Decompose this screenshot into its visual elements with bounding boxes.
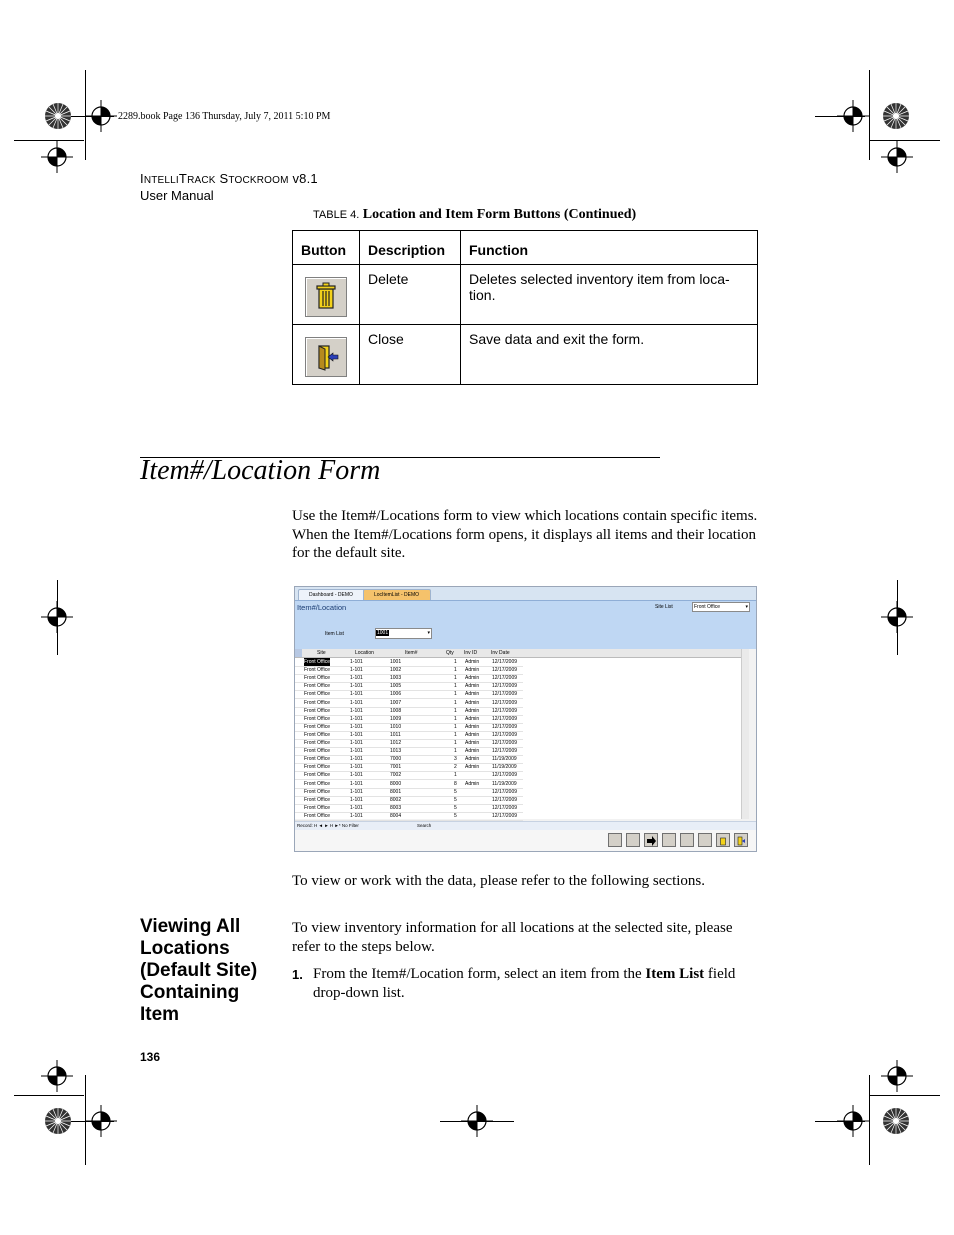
subsection-title bbox=[140, 916, 280, 1026]
grid-cell-qty: 1 bbox=[454, 740, 457, 746]
exit-door-icon bbox=[305, 337, 347, 377]
grid-cell-item: 1012 bbox=[390, 740, 402, 746]
grid-cell-location: 1-101 bbox=[350, 772, 363, 779]
grid-cell-item: 1013 bbox=[390, 748, 402, 755]
grid-cell-qty: 3 bbox=[454, 756, 457, 763]
grid-cell-item: 8004 bbox=[390, 812, 402, 819]
grid-cell-qty: 1 bbox=[454, 748, 457, 755]
grid-cell-qty: 1 bbox=[454, 659, 457, 665]
tab-dashboard[interactable]: Dashboard - DEMO bbox=[298, 589, 372, 600]
grid-cell-inv-date: 12/17/2009 bbox=[492, 772, 518, 779]
grid-cell-inv-id: Admin bbox=[465, 675, 480, 682]
grid-cell-site: Front Office bbox=[304, 772, 331, 779]
running-header-product: INTELLITRACK STOCKROOM v8.1 bbox=[140, 171, 318, 186]
grid-cell-inv-date: 12/17/2009 bbox=[492, 667, 518, 674]
grid-cell-qty: 1 bbox=[454, 723, 457, 730]
grid-cell-site: Front Office bbox=[304, 707, 331, 714]
tab-strip bbox=[295, 587, 756, 601]
grid-cell-inv-id: Admin bbox=[465, 748, 480, 755]
grid-cell-item: 7002 bbox=[390, 772, 402, 779]
grid-cell-location: 1-101 bbox=[350, 764, 363, 771]
grid-cell-inv-id: Admin bbox=[465, 691, 480, 698]
grid-cell-qty: 1 bbox=[454, 699, 457, 706]
grid-cell-inv-date: 12/17/2009 bbox=[492, 796, 518, 803]
grid-cell-location: 1-101 bbox=[350, 707, 363, 714]
grid-col-item[interactable]: Item# bbox=[405, 650, 418, 656]
grid-cell-location: 1-101 bbox=[350, 675, 363, 682]
grid-cell-inv-date: 12/17/2009 bbox=[492, 691, 518, 698]
grid-cell-inv-id: Admin bbox=[465, 731, 480, 738]
grid-cell-qty: 1 bbox=[454, 707, 457, 714]
grid-cell-inv-date: 12/17/2009 bbox=[492, 683, 518, 690]
exit-door-icon[interactable] bbox=[734, 833, 748, 847]
table-cell-button bbox=[293, 265, 360, 325]
grid-cell-item: 7001 bbox=[390, 764, 402, 771]
column-header-description: Description bbox=[360, 231, 461, 265]
grid-cell-site: Front Office bbox=[304, 691, 331, 698]
grid-cell-item: 1009 bbox=[390, 715, 402, 722]
grid-cell-qty: 5 bbox=[454, 812, 457, 819]
chevron-down-icon: ▾ bbox=[745, 604, 748, 610]
record-nav-controls[interactable]: Record: H ◄ ► H ►* No Filter bbox=[297, 823, 359, 828]
grid-cell-item: 1001 bbox=[390, 659, 402, 665]
grid-cell-location: 1-101 bbox=[350, 659, 363, 665]
grid-cell-qty: 5 bbox=[454, 788, 457, 795]
grid-cell-site: Front Office bbox=[304, 667, 331, 674]
grid-cell-location: 1-101 bbox=[350, 748, 363, 755]
grid-cell-inv-id: Admin bbox=[465, 667, 480, 674]
table-caption-title: Location and Item Form Buttons (Continued) bbox=[362, 207, 637, 222]
grid-cell-location: 1-101 bbox=[350, 723, 363, 730]
grid-cell-item: 1005 bbox=[390, 683, 402, 690]
search-box[interactable]: Search bbox=[417, 823, 432, 828]
form-toolbar bbox=[295, 830, 756, 851]
item-list-value: 1001 bbox=[377, 630, 389, 636]
grid-cell-item: 1006 bbox=[390, 691, 402, 698]
toolbar-button-2[interactable] bbox=[626, 833, 640, 847]
grid-cell-inv-date: 12/17/2009 bbox=[492, 804, 518, 811]
grid-cell-item: 8000 bbox=[390, 780, 402, 787]
column-header-button: Button bbox=[293, 231, 360, 265]
select-all-corner[interactable] bbox=[295, 649, 302, 657]
grid-col-inv-date[interactable]: Inv Date bbox=[491, 650, 510, 656]
grid-col-location[interactable]: Location bbox=[355, 650, 374, 656]
grid-cell-location: 1-101 bbox=[350, 796, 363, 803]
grid-cell-inv-id: Admin bbox=[465, 764, 480, 771]
grid-cell-qty: 1 bbox=[454, 683, 457, 690]
grid-cell-location: 1-101 bbox=[350, 780, 363, 787]
table-header-row bbox=[293, 231, 758, 265]
table-cell-function: Deletes selected inventory item from loca-tion. bbox=[461, 265, 758, 325]
subsection-intro: To view inventory information for all locations at the selected site, please refer to the steps below. bbox=[292, 920, 733, 955]
grid-cell-location: 1-101 bbox=[350, 699, 363, 706]
grid-cell-inv-id: Admin bbox=[465, 699, 480, 706]
grid-cell-inv-id: Admin bbox=[465, 740, 480, 746]
grid-cell-inv-date: 11/19/2009 bbox=[492, 764, 517, 771]
grid-cell-item: 7000 bbox=[390, 756, 402, 763]
form-screenshot bbox=[294, 586, 757, 852]
table-cell-description: Close bbox=[360, 325, 461, 385]
grid-cell-site: Front Office bbox=[304, 731, 331, 738]
grid-cell-item: 1011 bbox=[390, 731, 401, 738]
grid-cell-site: Front Office bbox=[304, 723, 331, 730]
table-cell-button bbox=[293, 325, 360, 385]
print-slug: 2289.book Page 136 Thursday, July 7, 2011 5:10 PM bbox=[118, 111, 331, 122]
section-intro: Use the Item#/Locations form to view which locations contain specific items. When the Item#/Locations form opens, it displays all items and their location for the default site. bbox=[292, 508, 758, 561]
grid-cell-inv-id: Admin bbox=[465, 756, 480, 763]
grid-cell-site: Front Office bbox=[304, 675, 331, 682]
grid-col-qty[interactable]: Qty bbox=[446, 650, 454, 656]
buttons-table bbox=[292, 230, 758, 385]
grid-cell-item: 8003 bbox=[390, 804, 402, 811]
grid-cell-site: Front Office bbox=[304, 659, 331, 665]
grid-cell-inv-date: 12/17/2009 bbox=[492, 812, 518, 819]
grid-cell-inv-date: 12/17/2009 bbox=[492, 788, 518, 795]
grid-cell-qty: 1 bbox=[454, 691, 457, 698]
toolbar-button-5[interactable] bbox=[680, 833, 694, 847]
grid-cell-inv-date: 12/17/2009 bbox=[492, 715, 518, 722]
grid-cell-qty: 2 bbox=[454, 764, 457, 771]
table-cell-description: Delete bbox=[360, 265, 461, 325]
step-text bbox=[313, 965, 758, 1002]
grid-cell-inv-id: Admin bbox=[465, 723, 480, 730]
step-1 bbox=[292, 965, 758, 1002]
grid-cell-qty: 5 bbox=[454, 796, 457, 803]
form-header bbox=[295, 601, 756, 649]
grid-cell-inv-id: Admin bbox=[465, 683, 480, 690]
grid-cell-inv-id: Admin bbox=[465, 780, 480, 787]
toolbar-button-6[interactable] bbox=[698, 833, 712, 847]
grid-cell-qty: 1 bbox=[454, 772, 457, 779]
grid-cell-item: 1008 bbox=[390, 707, 402, 714]
record-navigator bbox=[295, 821, 756, 830]
grid-cell-location: 1-101 bbox=[350, 715, 363, 722]
trash-can-icon[interactable] bbox=[716, 833, 730, 847]
grid-cell-location: 1-101 bbox=[350, 804, 363, 811]
grid-cell-inv-id: Admin bbox=[465, 707, 480, 714]
grid-cell-location: 1-101 bbox=[350, 683, 363, 690]
column-header-function: Function bbox=[461, 231, 758, 265]
grid-cell-site: Front Office bbox=[304, 764, 331, 771]
table-cell-function: Save data and exit the form. bbox=[461, 325, 758, 385]
step-bold-term: Item List bbox=[645, 966, 705, 982]
subsection-title-line: Viewing All bbox=[140, 916, 241, 937]
site-list-select[interactable] bbox=[692, 602, 750, 612]
form-title: Item#/Location bbox=[297, 603, 347, 612]
grid-cell-inv-date: 12/17/2009 bbox=[492, 740, 518, 746]
grid-cell-location: 1-101 bbox=[350, 691, 363, 698]
table-caption bbox=[313, 207, 636, 223]
grid-cell-qty: 1 bbox=[454, 675, 457, 682]
site-list-value: Front Office bbox=[694, 604, 721, 610]
grid-cell-inv-date: 12/17/2009 bbox=[492, 659, 518, 665]
grid-cell-inv-date: 12/17/2009 bbox=[492, 748, 518, 755]
grid-cell-inv-date: 12/17/2009 bbox=[492, 723, 518, 730]
grid-cell-inv-id: Admin bbox=[465, 659, 480, 665]
grid-cell-location: 1-101 bbox=[350, 667, 363, 674]
grid-cell-qty: 1 bbox=[454, 667, 457, 674]
grid-cell-site: Front Office bbox=[304, 740, 331, 746]
toolbar-button-4[interactable] bbox=[662, 833, 676, 847]
grid-cell-inv-date: 12/17/2009 bbox=[492, 707, 518, 714]
grid-cell-site: Front Office bbox=[304, 780, 331, 787]
table-row bbox=[293, 265, 758, 325]
table-caption-label: TABLE 4. bbox=[313, 209, 360, 221]
subsection-title-line: Containing bbox=[140, 982, 240, 1003]
data-grid bbox=[295, 649, 745, 819]
subsection-title-line: Locations bbox=[140, 938, 230, 959]
toolbar-button-1[interactable] bbox=[608, 833, 622, 847]
item-list-label: Item List bbox=[325, 631, 344, 637]
grid-cell-item: 8001 bbox=[390, 788, 402, 795]
grid-cell-site: Front Office bbox=[304, 812, 331, 819]
step-number: 1. bbox=[292, 967, 303, 982]
item-list-select[interactable] bbox=[375, 628, 432, 639]
chevron-down-icon: ▾ bbox=[427, 630, 430, 636]
grid-cell-site: Front Office bbox=[304, 796, 331, 803]
grid-cell-item: 1007 bbox=[390, 699, 402, 706]
arrow-right-icon[interactable] bbox=[644, 833, 658, 847]
page-number: 136 bbox=[140, 1050, 161, 1064]
grid-cell-site: Front Office bbox=[304, 715, 331, 722]
grid-cell-item: 1010 bbox=[390, 723, 402, 730]
grid-header bbox=[295, 649, 745, 658]
grid-cell-inv-id: Admin bbox=[465, 715, 480, 722]
grid-scrollbar[interactable] bbox=[741, 649, 749, 819]
subsection-title-line: (Default Site) bbox=[140, 960, 258, 981]
grid-cell-inv-date: 11/19/2009 bbox=[492, 780, 517, 787]
grid-cell-inv-date: 12/17/2009 bbox=[492, 675, 518, 682]
grid-col-site[interactable]: Site bbox=[317, 650, 326, 656]
grid-cell-qty: 8 bbox=[454, 780, 457, 787]
grid-cell-location: 1-101 bbox=[350, 740, 363, 746]
grid-cell-item: 8002 bbox=[390, 796, 402, 803]
grid-cell-location: 1-101 bbox=[350, 788, 363, 795]
grid-cell-qty: 1 bbox=[454, 731, 457, 738]
trash-can-icon bbox=[305, 277, 347, 317]
grid-cell-item: 1002 bbox=[390, 667, 402, 674]
step-text-before: From the Item#/Location form, select an item from the bbox=[313, 966, 646, 982]
grid-cell-inv-date: 12/17/2009 bbox=[492, 731, 518, 738]
step-text-after: field drop-down list. bbox=[313, 966, 736, 1001]
grid-col-inv-id[interactable]: Inv ID bbox=[464, 650, 478, 656]
tab-loc-item-list[interactable]: LocItemList - DEMO bbox=[363, 589, 431, 600]
grid-cell-site: Front Office bbox=[304, 699, 331, 706]
grid-cell-qty: 1 bbox=[454, 715, 457, 722]
grid-cell-inv-date: 11/19/2009 bbox=[492, 756, 517, 763]
grid-cell-inv-date: 12/17/2009 bbox=[492, 699, 518, 706]
section-title: Item#/Location Form bbox=[140, 455, 381, 486]
site-list-label: Site List bbox=[655, 604, 673, 610]
grid-cell-location: 1-101 bbox=[350, 812, 363, 819]
grid-cell-site: Front Office bbox=[304, 788, 331, 795]
subsection-title-line: Item bbox=[140, 1004, 180, 1025]
table-row bbox=[293, 325, 758, 385]
grid-cell-site: Front Office bbox=[304, 683, 331, 690]
table-row[interactable] bbox=[295, 812, 523, 821]
grid-cell-location: 1-101 bbox=[350, 756, 363, 763]
grid-cell-site: Front Office bbox=[304, 756, 331, 763]
grid-cell-qty: 5 bbox=[454, 804, 457, 811]
after-screenshot-text: To view or work with the data, please refer to the following sections. bbox=[292, 873, 705, 889]
grid-cell-item: 1003 bbox=[390, 675, 402, 682]
grid-cell-site: Front Office bbox=[304, 748, 331, 755]
grid-cell-site: Front Office bbox=[304, 804, 331, 811]
grid-cell-location: 1-101 bbox=[350, 731, 363, 738]
running-header-subtitle: User Manual bbox=[140, 188, 214, 203]
